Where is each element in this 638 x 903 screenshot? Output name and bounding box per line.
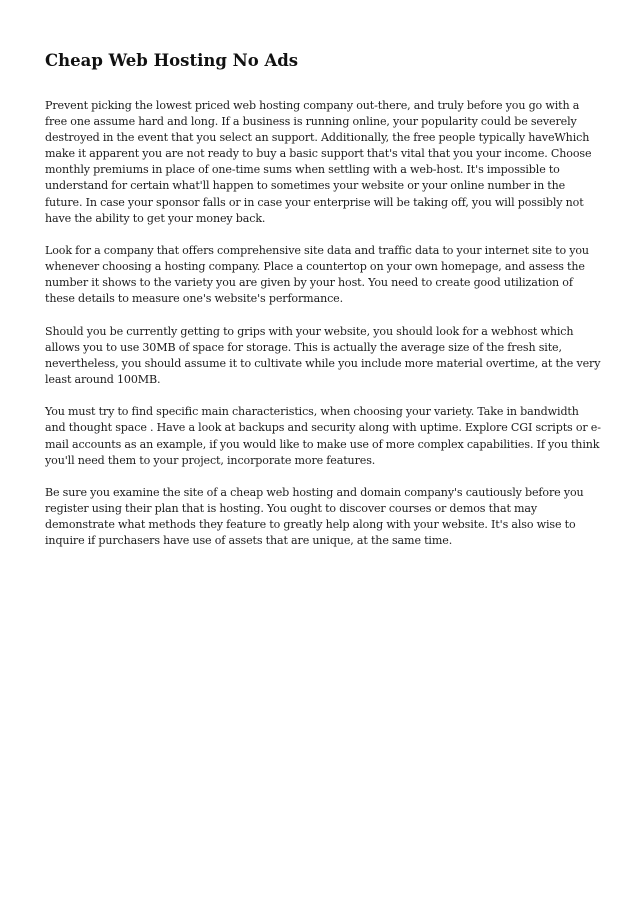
- paragraph: [45, 404, 601, 468]
- paragraph-line: inquire if purchasers have use of assets that are unique, at the same time.: [45, 534, 453, 548]
- paragraph-line: Should you be currently getting to grips with your website, you should look for a webhost which: [45, 324, 574, 338]
- paragraph-line: whenever choosing a hosting company. Place a countertop on your own homepage, and assess the: [45, 260, 585, 274]
- paragraph-line: Look for a company that offers comprehensive site data and traffic data to your internet site to you: [45, 244, 589, 258]
- paragraph: [45, 98, 593, 227]
- paragraph-line: free one assume hard and long. If a business is running online, your popularity could be severely: [45, 115, 577, 129]
- paragraph-line: destroyed in the event that you select an support. Additionally, the free people typically haveWhich: [45, 131, 590, 145]
- paragraph: [45, 324, 601, 388]
- paragraph-line: least around 100MB.: [45, 373, 161, 386]
- paragraph-line: nevertheless, you should assume it to cultivate while you include more material overtime, at the very: [45, 356, 601, 370]
- paragraph-line: make it apparent you are not ready to buy a basic support that's vital that you your income. Choose: [45, 147, 592, 161]
- paragraph-line: Be sure you examine the site of a cheap web hosting and domain company's cautiously before you: [45, 486, 584, 500]
- paragraph-line: these details to measure one's website's performance.: [45, 292, 344, 306]
- paragraph-line: future. In case your sponsor falls or in case your enterprise will be taking off, you will possibly not: [45, 195, 584, 209]
- page-title: Cheap Web Hosting No Ads: [45, 51, 299, 70]
- paragraph-line: monthly premiums in place of one-time sums when settling with a web-host. It's impossible to: [45, 163, 560, 177]
- paragraph-line: register using their plan that is hosting. You ought to discover courses or demos that may: [45, 502, 538, 516]
- paragraph-line: demonstrate what methods they feature to greatly help along with your website. It's also wise to: [45, 518, 576, 532]
- paragraph-line: number it shows to the variety you are given by your host. You need to create good utilization of: [45, 276, 573, 290]
- paragraph: [45, 243, 593, 307]
- paragraph-line: mail accounts as an example, if you would like to make use of more complex capabilities. If you think: [45, 437, 600, 451]
- paragraph-line: Prevent picking the lowest priced web hosting company out-there, and truly before you go with a: [45, 99, 580, 112]
- paragraph: [45, 485, 593, 549]
- paragraph-line: have the ability to get your money back.: [45, 211, 266, 225]
- paragraph-line: you'll need them to your project, incorporate more features.: [45, 453, 376, 467]
- paragraph-line: and thought space . Have a look at backups and security along with uptime. Explore CGI scripts or e-: [45, 421, 601, 435]
- paragraph-line: understand for certain what'll happen to sometimes your website or your online number in the: [45, 179, 566, 193]
- document-page: [45, 50, 601, 566]
- paragraph-line: You must try to find specific main characteristics, when choosing your variety. Take in bandwidth: [45, 405, 579, 419]
- paragraph-line: allows you to use 30MB of space for storage. This is actually the average size of the fresh site,: [45, 340, 562, 354]
